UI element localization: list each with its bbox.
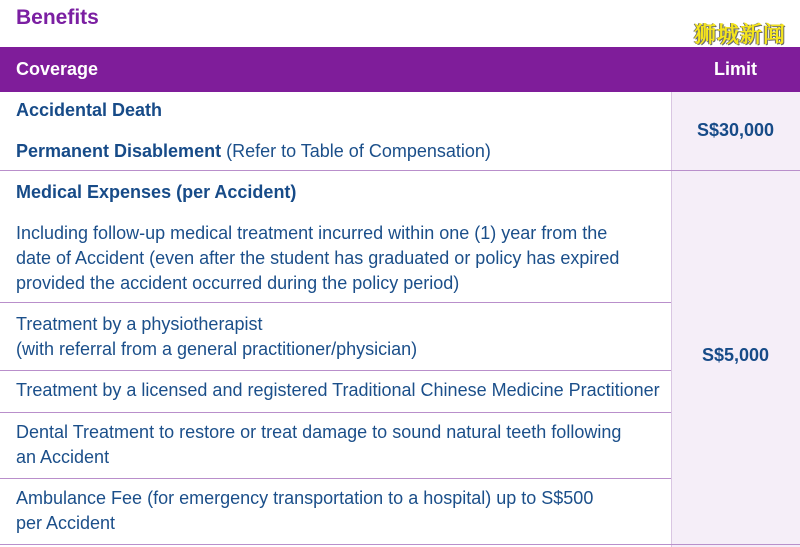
ambulance-line-1: Ambulance Fee (for emergency transportation to a hospital) up to S$500 [16,488,594,508]
row-divider [0,478,671,479]
dental-line-1: Dental Treatment to restore or treat damage to sound natural teeth following [16,422,622,442]
row-accidental-death: Accidental Death [16,100,163,120]
limit-death-disablement: S$30,000 [696,120,775,140]
physio-line-2: (with referral from a general practitioner/physician) [16,339,418,359]
table-header [0,47,800,92]
dental-line-2: an Accident [16,447,110,467]
row-medical-expenses: Medical Expenses (per Accident) [16,182,297,202]
row-divider [0,370,671,371]
limit-column-background [671,92,800,547]
followup-line-3: provided the accident occurred during the policy period) [16,273,460,293]
header-limit: Limit [714,59,757,79]
row-divider [0,412,671,413]
row-tcm: Treatment by a licensed and registered Traditional Chinese Medicine Practitioner [16,380,660,400]
limit-medical: S$5,000 [701,345,770,365]
physio-line-1: Treatment by a physiotherapist [16,314,263,334]
section-title: Benefits [16,6,99,29]
row-divider [0,170,800,171]
row-permanent-disablement [16,139,491,164]
permanent-disablement-label: Permanent Disablement [16,141,222,161]
followup-line-2: date of Accident (even after the student has graduated or policy has expired [16,248,620,268]
row-divider [0,302,671,303]
row-divider [0,544,800,545]
permanent-disablement-note: (Refer to Table of Compensation) [221,141,491,161]
followup-line-1: Including follow-up medical treatment incurred within one (1) year from the [16,223,608,243]
watermark-logo: 狮城新闻 [693,22,786,47]
header-coverage: Coverage [16,59,99,79]
ambulance-line-2: per Accident [16,513,116,533]
column-divider [671,92,672,547]
